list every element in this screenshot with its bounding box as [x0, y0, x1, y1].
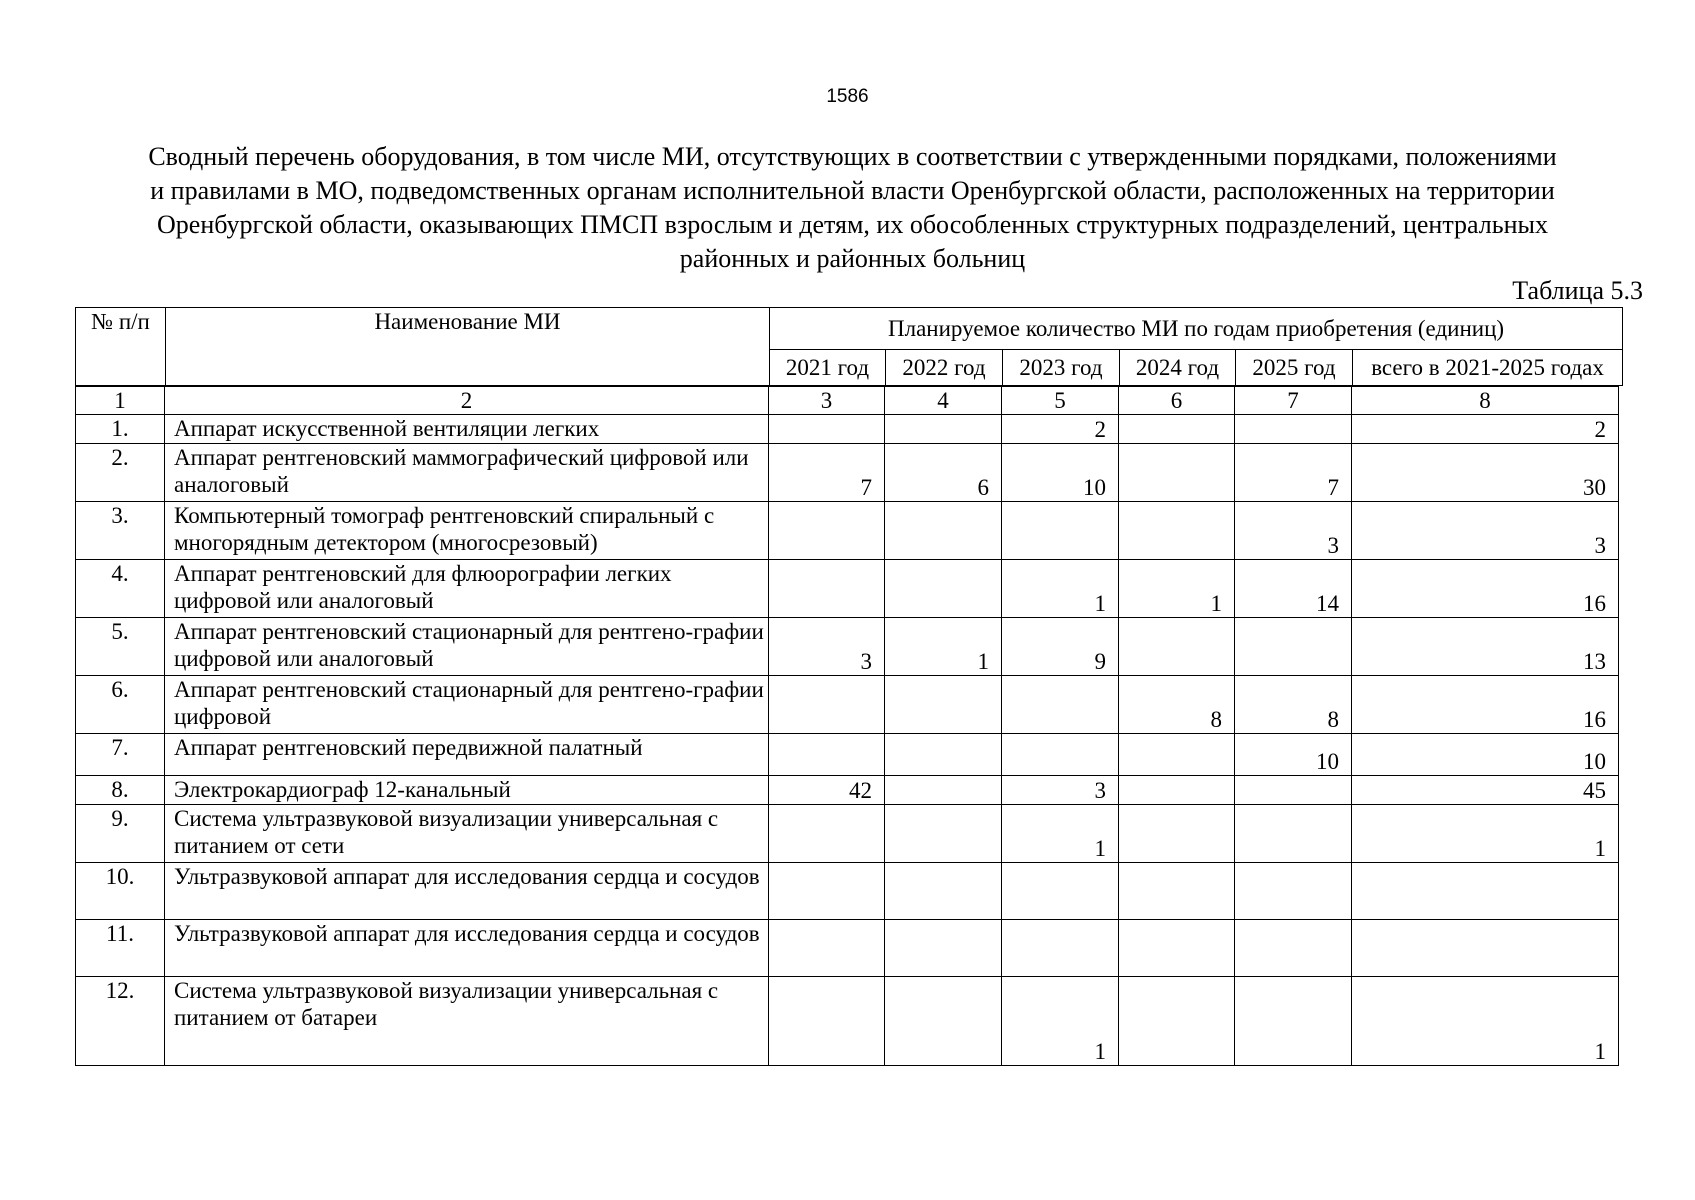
year-cell: 7 — [769, 444, 885, 502]
table-row — [76, 776, 1619, 805]
equipment-name: Аппарат рентгеновский стационарный для рентгено-графии цифровой — [165, 676, 769, 734]
table-row — [76, 618, 1619, 676]
year-cell: 8 — [1119, 676, 1235, 734]
year-cell — [885, 776, 1002, 805]
row-number: 10. — [76, 863, 165, 920]
year-cell — [769, 863, 885, 920]
row-number: 8. — [76, 776, 165, 805]
total-cell: 1 — [1352, 977, 1619, 1066]
row-number: 12. — [76, 977, 165, 1066]
table-row — [76, 805, 1619, 863]
year-cell — [1002, 676, 1119, 734]
year-cell — [1235, 415, 1352, 444]
header-year: 2021 год — [770, 350, 886, 386]
equipment-table — [75, 386, 1619, 1066]
row-number: 5. — [76, 618, 165, 676]
year-cell — [769, 920, 885, 977]
year-cell — [1119, 805, 1235, 863]
total-cell: 30 — [1352, 444, 1619, 502]
year-cell: 7 — [1235, 444, 1352, 502]
header-year-total: всего в 2021-2025 годах — [1353, 350, 1623, 386]
equipment-name: Система ультразвуковой визуализации универсальная с питанием от сети — [165, 805, 769, 863]
row-number: 2. — [76, 444, 165, 502]
total-cell: 3 — [1352, 502, 1619, 560]
table-row — [76, 560, 1619, 618]
header-year: 2022 год — [886, 350, 1003, 386]
total-cell — [1352, 920, 1619, 977]
table-row — [76, 415, 1619, 444]
total-cell: 13 — [1352, 618, 1619, 676]
row-number: 7. — [76, 734, 165, 776]
year-cell: 9 — [1002, 618, 1119, 676]
year-cell — [769, 734, 885, 776]
year-cell — [1119, 618, 1235, 676]
year-cell — [885, 863, 1002, 920]
year-cell: 3 — [769, 618, 885, 676]
year-cell: 1 — [1002, 977, 1119, 1066]
equipment-name: Аппарат искусственной вентиляции легких — [165, 415, 769, 444]
column-number: 3 — [769, 387, 885, 415]
table-row — [76, 734, 1619, 776]
year-cell — [1002, 920, 1119, 977]
year-cell: 2 — [1002, 415, 1119, 444]
row-number: 4. — [76, 560, 165, 618]
row-number: 1. — [76, 415, 165, 444]
page-number: 1586 — [826, 86, 869, 107]
year-cell: 1 — [1002, 805, 1119, 863]
year-cell — [1235, 776, 1352, 805]
year-cell — [1119, 863, 1235, 920]
year-cell — [885, 734, 1002, 776]
equipment-name: Аппарат рентгеновский маммографический цифровой или аналоговый — [165, 444, 769, 502]
year-cell — [885, 560, 1002, 618]
table-row — [76, 502, 1619, 560]
total-cell — [1352, 863, 1619, 920]
year-cell — [885, 977, 1002, 1066]
year-cell — [769, 502, 885, 560]
header-col-group: Планируемое количество МИ по годам приобретения (единиц) — [770, 308, 1623, 350]
header-year: 2025 год — [1236, 350, 1353, 386]
year-cell: 1 — [1119, 560, 1235, 618]
equipment-name: Ультразвуковой аппарат для исследования сердца и сосудов — [165, 920, 769, 977]
row-number: 6. — [76, 676, 165, 734]
header-year: 2023 год — [1003, 350, 1120, 386]
equipment-name: Аппарат рентгеновский стационарный для рентгено-графии цифровой или аналоговый — [165, 618, 769, 676]
document-title: Сводный перечень оборудования, в том числе МИ, отсутствующих в соответствии с утвержденными порядками, положениями и правилами в МО, подведомственных органам исполнительной власти Оренбургской области, расположенных на территории Оренбургской области, оказывающих ПМСП взрослым и детям, их обособленных структурных подразделений, центральных районных и районных больниц — [148, 142, 1557, 273]
table-row — [76, 676, 1619, 734]
year-cell — [1119, 920, 1235, 977]
year-cell — [885, 502, 1002, 560]
table-header — [75, 307, 1623, 386]
equipment-name: Компьютерный томограф рентгеновский спиральный с многорядным детектором (многосрезовый) — [165, 502, 769, 560]
year-cell — [1002, 863, 1119, 920]
equipment-name: Ультразвуковой аппарат для исследования сердца и сосудов — [165, 863, 769, 920]
year-cell: 6 — [885, 444, 1002, 502]
year-cell — [769, 415, 885, 444]
header-col-name: Наименование МИ — [166, 308, 770, 386]
year-cell — [1119, 444, 1235, 502]
equipment-name: Аппарат рентгеновский передвижной палатный — [165, 734, 769, 776]
total-cell: 10 — [1352, 734, 1619, 776]
year-cell — [1235, 863, 1352, 920]
year-cell: 3 — [1002, 776, 1119, 805]
year-cell — [1235, 977, 1352, 1066]
row-number: 9. — [76, 805, 165, 863]
table-label: Таблица 5.3 — [1512, 276, 1643, 305]
year-cell: 42 — [769, 776, 885, 805]
equipment-name: Аппарат рентгеновский для флюорографии легких цифровой или аналоговый — [165, 560, 769, 618]
year-cell — [769, 676, 885, 734]
year-cell — [1235, 618, 1352, 676]
year-cell: 3 — [1235, 502, 1352, 560]
total-cell: 2 — [1352, 415, 1619, 444]
year-cell — [769, 805, 885, 863]
column-number-row — [76, 387, 1619, 415]
year-cell — [1119, 734, 1235, 776]
year-cell — [769, 977, 885, 1066]
column-number: 7 — [1235, 387, 1352, 415]
year-cell: 8 — [1235, 676, 1352, 734]
year-cell: 10 — [1235, 734, 1352, 776]
year-cell — [885, 415, 1002, 444]
year-cell — [769, 560, 885, 618]
table-row — [76, 444, 1619, 502]
table-row — [76, 920, 1619, 977]
year-cell — [1235, 920, 1352, 977]
column-number: 5 — [1002, 387, 1119, 415]
header-year: 2024 год — [1120, 350, 1236, 386]
total-cell: 16 — [1352, 676, 1619, 734]
year-cell: 14 — [1235, 560, 1352, 618]
year-cell — [885, 676, 1002, 734]
equipment-name: Система ультразвуковой визуализации универсальная с питанием от батареи — [165, 977, 769, 1066]
total-cell: 1 — [1352, 805, 1619, 863]
row-number: 11. — [76, 920, 165, 977]
table-row — [76, 863, 1619, 920]
table-row — [76, 977, 1619, 1066]
year-cell: 1 — [1002, 560, 1119, 618]
year-cell — [1119, 502, 1235, 560]
year-cell — [885, 920, 1002, 977]
equipment-name: Электрокардиограф 12-канальный — [165, 776, 769, 805]
year-cell — [1119, 415, 1235, 444]
header-col-no: № п/п — [76, 308, 166, 386]
column-number: 2 — [165, 387, 769, 415]
column-number: 1 — [76, 387, 165, 415]
year-cell — [1119, 977, 1235, 1066]
year-cell — [885, 805, 1002, 863]
year-cell — [1002, 734, 1119, 776]
column-number: 4 — [885, 387, 1002, 415]
total-cell: 16 — [1352, 560, 1619, 618]
row-number: 3. — [76, 502, 165, 560]
year-cell — [1002, 502, 1119, 560]
year-cell: 10 — [1002, 444, 1119, 502]
column-number: 8 — [1352, 387, 1619, 415]
column-number: 6 — [1119, 387, 1235, 415]
year-cell — [1235, 805, 1352, 863]
year-cell — [1119, 776, 1235, 805]
total-cell: 45 — [1352, 776, 1619, 805]
year-cell: 1 — [885, 618, 1002, 676]
